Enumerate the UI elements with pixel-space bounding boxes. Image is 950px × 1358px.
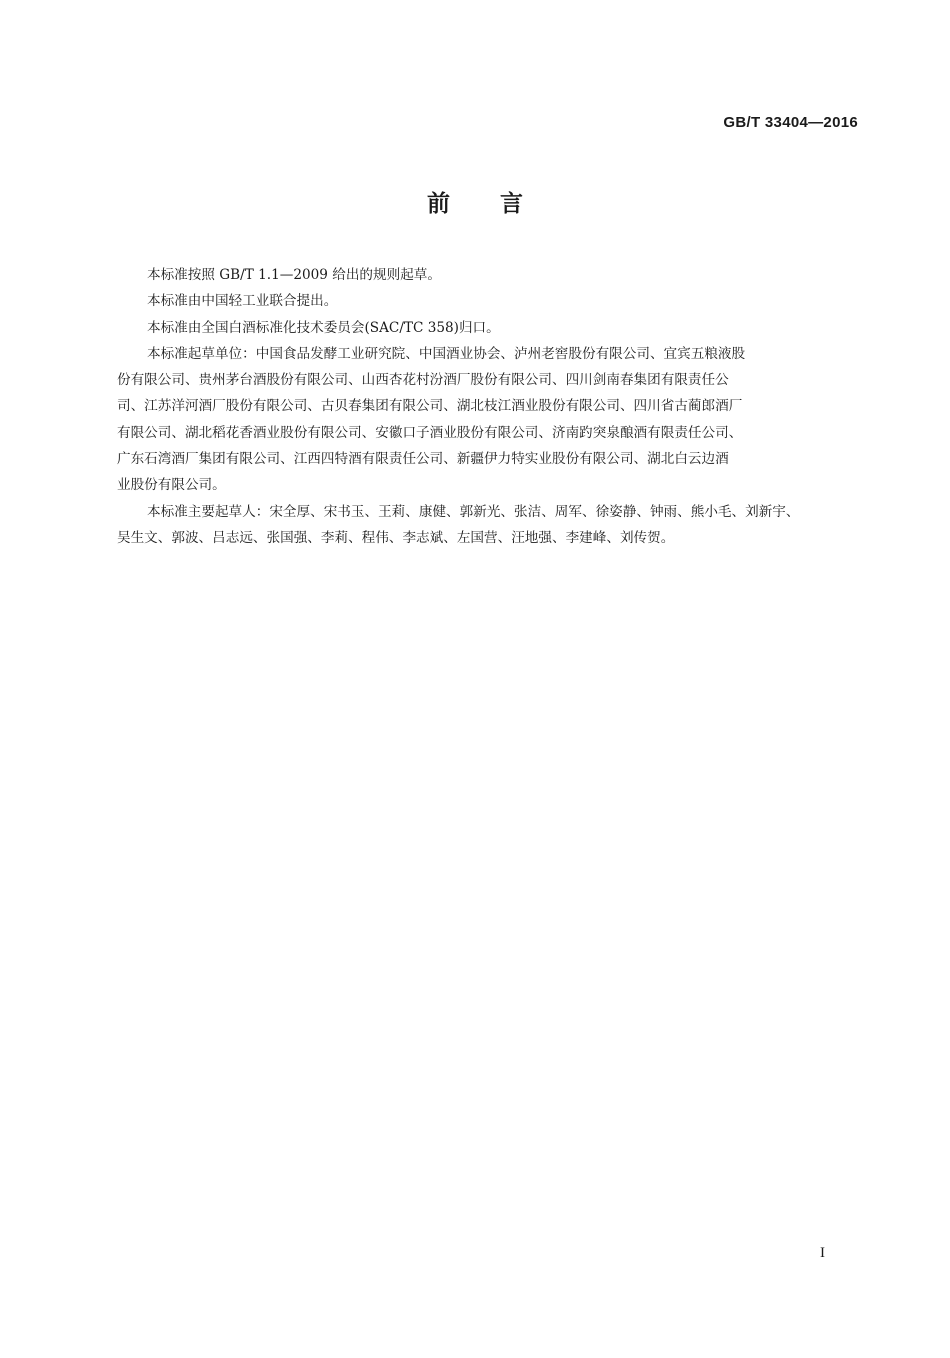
paragraph-line: 本标准由全国白酒标准化技术委员会(SAC/TC 358)归口。 [147,319,500,336]
paragraph-line: 本标准主要起草人：宋全厚、宋书玉、王莉、康健、郭新光、张洁、周军、徐姿静、钟雨、熊小毛、刘新宇、 [147,503,800,520]
paragraph-line: 份有限公司、贵州茅台酒股份有限公司、山西杏花村汾酒厂股份有限公司、四川剑南春集团有限责任公 [117,372,729,389]
paragraph-line: 本标准由中国轻工业联合提出。 [147,293,338,310]
paragraph-line: 有限公司、湖北稻花香酒业股份有限公司、安徽口子酒业股份有限公司、济南趵突泉酿酒有限责任公司、 [117,424,743,441]
page-title: 前言 [427,191,573,217]
paragraph-drafters [117,499,862,552]
standard-code: GB/T 33404—2016 [723,114,858,131]
paragraph-drafting-rules [117,262,862,288]
paragraph-line: 司、江苏洋河酒厂股份有限公司、古贝春集团有限公司、湖北枝江酒业股份有限公司、四川省古蔺郎酒厂 [117,398,743,415]
paragraph-line: 广东石湾酒厂集团有限公司、江西四特酒有限责任公司、新疆伊力特实业股份有限公司、湖北白云边酒 [117,451,729,468]
paragraph-administrator [117,315,862,341]
paragraph-line: 本标准起草单位：中国食品发酵工业研究院、中国酒业协会、泸州老窖股份有限公司、宜宾五粮液股 [147,345,746,362]
foreword-body [117,262,862,551]
page-number: I [820,1245,825,1261]
paragraph-drafting-units [117,341,862,499]
paragraph-line: 吴生文、郭波、吕志远、张国强、李莉、程伟、李志斌、左国营、汪地强、李建峰、刘传贺。 [117,529,675,546]
paragraph-line: 本标准按照 GB/T 1.1—2009 给出的规则起草。 [147,267,441,283]
paragraph-line: 业股份有限公司。 [117,477,226,494]
paragraph-proposer [117,288,862,314]
